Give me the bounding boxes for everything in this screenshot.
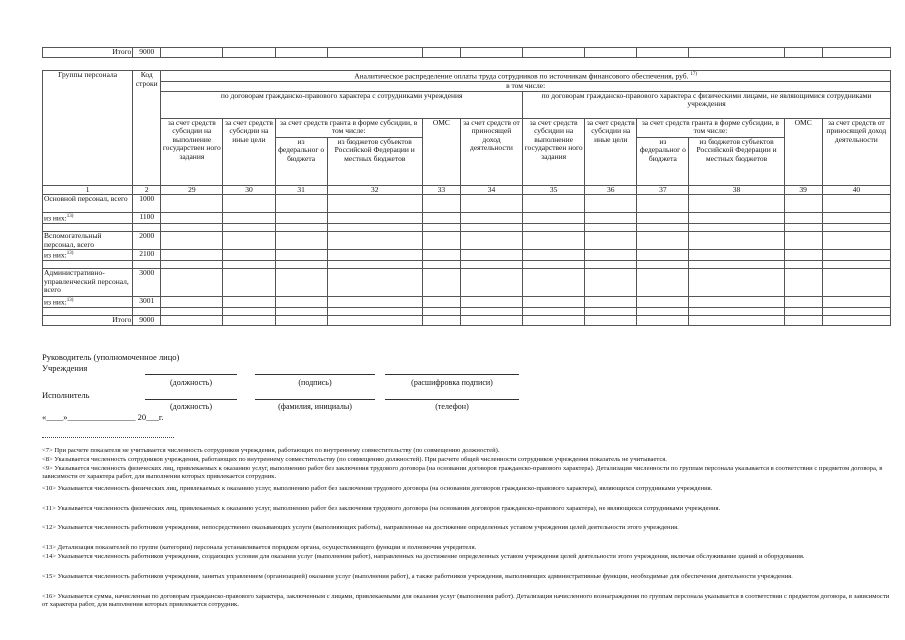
footnote-10: <10> Указывается численность физических лиц, привлекаемых к оказанию услуг, выполнению работ без заключения трудового договора (на основании договоров гражданско-правового характера), являющихся сотрудниками учреждения. (42, 485, 713, 492)
column-numbers-row: 1 2 29 30 31 32 33 34 35 36 37 38 39 40 (43, 185, 891, 195)
top-total-row (43, 48, 891, 58)
caption-fio: (фамилия, инициалы) (278, 402, 352, 411)
executor-phone-line[interactable] (385, 399, 519, 400)
executor-position-line[interactable] (145, 399, 237, 400)
header-gpc-individuals: по договорам гражданско-правового характера с физическими лицами, не являющимися сотрудниками учреждения (523, 91, 891, 118)
header-main-title: Аналитическое распределение оплаты труда сотрудников по источникам финансового обеспечения, руб. $^{17)}$ (161, 71, 891, 82)
table-row (43, 308, 891, 316)
footnote-13: <13> Детализация показателей по группе (категории) персонала устанавливается порядком органа, осуществляющего функции и полномочия учредителя. (42, 544, 477, 551)
executor-name-line[interactable] (255, 399, 375, 400)
caption-position-2: (должность) (170, 402, 212, 411)
row-code: 2100 (133, 250, 161, 261)
head-label-institution: Учреждения (42, 363, 88, 373)
row-label: из них:$^{13)}$ (43, 250, 133, 261)
footnote-separator (42, 437, 174, 438)
total-label: Итого (43, 316, 133, 326)
header-oms-2: ОМС (784, 118, 822, 185)
row-code: 1100 (133, 213, 161, 224)
top-total-label: Итого (43, 48, 133, 58)
header-grant-regional: из бюджетов субъектов Российской Федерации и местных бюджетов (327, 137, 422, 185)
header-state-task-subsidy-2: за счет средств субсидии на выполнение государствен ного задания (523, 118, 585, 185)
date-field[interactable]: «____»________________ 20___г. (42, 412, 164, 422)
footnote-8: <8> Указывается численность сотрудников учреждения, работающих по внутреннему совместительству (по совмещению должностей). При расчете общей численности сотрудников учреждения показатель не учитывается. (42, 456, 667, 463)
caption-decoding: (расшифровка подписи) (411, 378, 493, 387)
row-code: 3000 (133, 269, 161, 297)
caption-signature: (подпись) (298, 378, 332, 387)
row-code: 3001 (133, 297, 161, 308)
header-oms: ОМС (422, 118, 460, 185)
header-grant-federal-2: из федеральног о бюджета (637, 137, 689, 185)
row-code: 1000 (133, 195, 161, 213)
table-row (43, 250, 891, 261)
footnote-7: <7> При расчете показателя не учитывается численность сотрудников учреждения, работающих по внутреннему совместительству (по совмещению должностей). (42, 447, 500, 454)
top-total-table (42, 47, 891, 58)
header-income-activity: за счет средств от приносящей доход деятельности (460, 118, 522, 185)
header-including: в том числе: (161, 82, 891, 92)
table-row (43, 213, 891, 224)
header-line-code: Код строки (133, 71, 161, 186)
head-position-line[interactable] (145, 374, 237, 375)
executor-label: Исполнитель (42, 390, 90, 400)
row-label: Вспомогательный персонал, всего (43, 232, 133, 250)
payroll-distribution-table (42, 70, 891, 326)
table-row (43, 269, 891, 297)
footnote-12: <12> Указывается численность работников учреждения, непосредственно оказывающих услуги (выполняющих работы), направленные на достижение определенных уставом учреждения целей деятельности этого учреждения. (42, 524, 679, 531)
header-other-subsidy: за счет средств субсидии на иные цели (223, 118, 275, 185)
header-grant: за счет средств гранта в форме субсидии, в том числе: (275, 118, 422, 137)
header-grant-federal: из федеральног о бюджета (275, 137, 327, 185)
header-grant-regional-2: из бюджетов субъектов Российской Федерации и местных бюджетов (689, 137, 784, 185)
head-decoding-line[interactable] (385, 374, 519, 375)
header-gpc-institution-staff: по договорам гражданско-правового характера с сотрудниками учреждения (161, 91, 523, 118)
footnote-16: <16> Указывается сумма, начисленная по договорам гражданско-правового характера, заключенным с лицами, привлекаемыми для оказания услуг (выполнения работ). Детализация начисленного вознаграждения по группам персонала указывается в соответствии с предметом договора, в зависимости от характера работ, для выполнения которых привлекается сотрудник. (42, 593, 890, 609)
footnote-11: <11> Указывается численность физических лиц, привлекаемых к оказанию услуг, выполнению работ без заключения трудового договора (на основании договоров гражданско-правового характера), не являющихся сотрудниками учреждения. (42, 505, 721, 512)
row-code: 2000 (133, 232, 161, 250)
total-row (43, 316, 891, 326)
table-row (43, 297, 891, 308)
header-staff-groups: Группы персонала (43, 71, 133, 186)
table-row (43, 224, 891, 232)
total-code: 9000 (133, 316, 161, 326)
footnote-15: <15> Указывается численность работников учреждения, занятых управлением (организацией) оказания услуг (выполнения работ), а также работников учреждения, выполняющих административные функции, необходимые для обеспечения деятельности учреждения. (42, 573, 793, 580)
head-signature-line[interactable] (255, 374, 375, 375)
footnote-14: <14> Указывается численность работников учреждения, создающих условия для оказания услуг (выполнения работ), направленных на достижение определенных уставом учреждения целей деятельности этого учреждения, включая обслуживание зданий и оборудования. (42, 553, 805, 560)
caption-position: (должность) (170, 378, 212, 387)
row-label: Административно-управленческий персонал, всего (43, 269, 133, 297)
header-income-activity-2: за счет средств от приносящей доход деятельности (822, 118, 890, 185)
row-label: из них:$^{13)}$ (43, 297, 133, 308)
row-label: Основной персонал, всего (43, 195, 133, 213)
table-row (43, 261, 891, 269)
table-row (43, 195, 891, 213)
caption-phone: (телефон) (435, 402, 469, 411)
top-total-code: 9000 (133, 48, 161, 58)
head-label: Руководитель (уполномоченное лицо) (42, 352, 180, 362)
header-grant-2: за счет средств гранта в форме субсидии, в том числе: (637, 118, 784, 137)
table-row (43, 232, 891, 250)
header-other-subsidy-2: за счет средств субсидии на иные цели (585, 118, 637, 185)
row-label: из них:$^{13)}$ (43, 213, 133, 224)
footnote-9: <9> Указывается численность физических лиц, привлекаемых к оказанию услуг, выполнению работ без заключения трудового договора (на основании договоров гражданско-правового характера). Детализация численности по группам персонала указывается в соответствии с предметом договора, в зависимости от характера работ, для выполнения которых привлекается сотрудник. (42, 465, 883, 481)
header-state-task-subsidy: за счет средств субсидии на выполнение государствен ного задания (161, 118, 223, 185)
